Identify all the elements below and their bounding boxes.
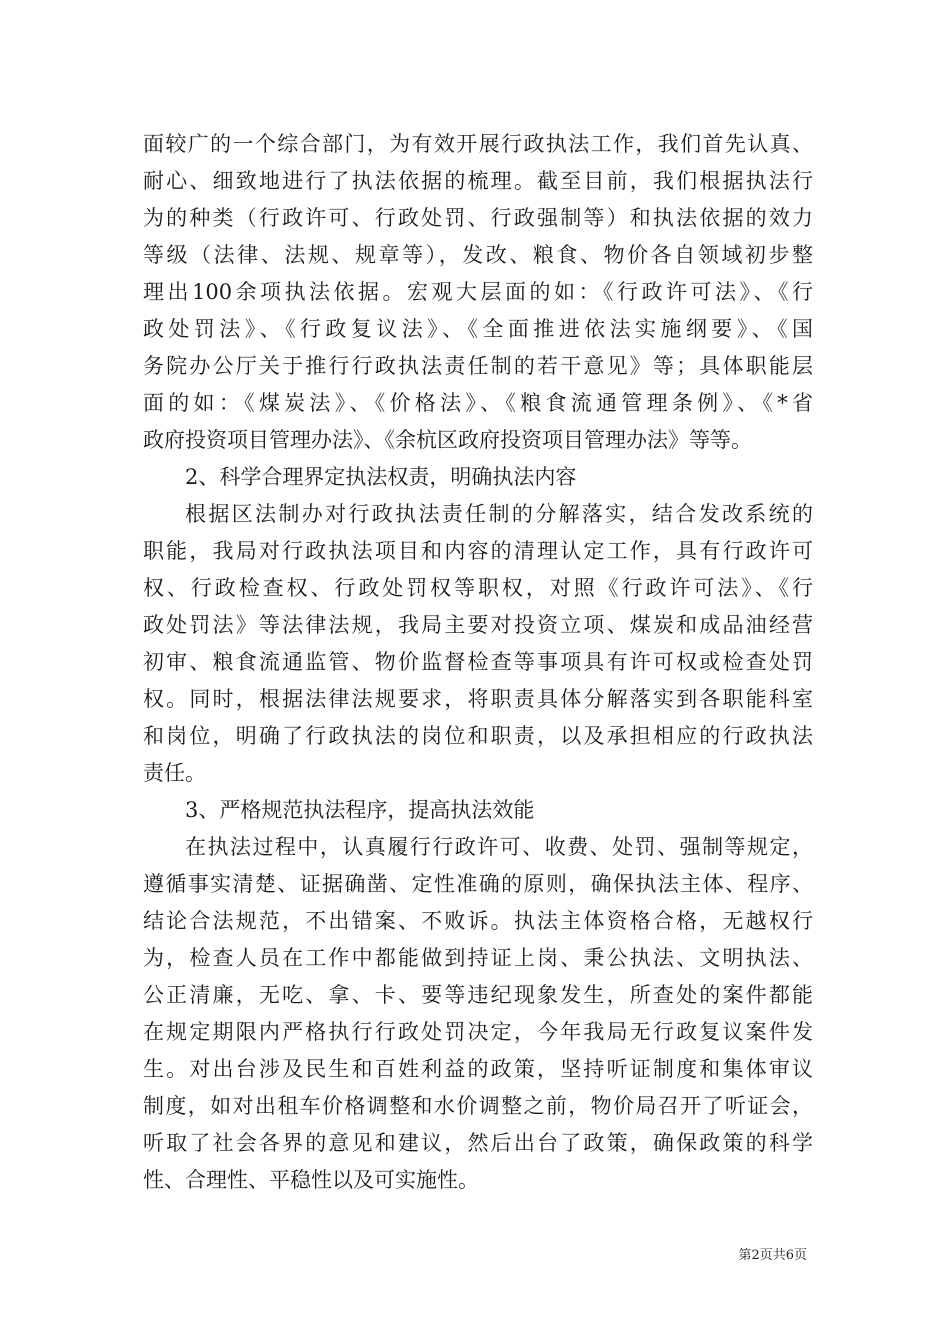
body-text-line: 理出100余项执法依据。宏观大层面的如：《行政许可法》、《行 xyxy=(143,280,813,304)
body-text-line: 政处罚法》等法律法规，我局主要对投资立项、煤炭和成品油经营 xyxy=(143,613,813,637)
body-text-line: 和岗位，明确了行政执法的岗位和职责，以及承担相应的行政执法 xyxy=(143,724,813,748)
body-text-line: 职能，我局对行政执法项目和内容的清理认定工作，具有行政许可 xyxy=(143,539,813,563)
body-text-line: 权。同时，根据法律法规要求，将职责具体分解落实到各职能科室 xyxy=(143,687,813,711)
body-text-line: 等级（法律、法规、规章等），发改、粮食、物价各自领域初步整 xyxy=(143,243,813,267)
body-text-line: 听取了社会各界的意见和建议，然后出台了政策，确保政策的科学 xyxy=(143,1131,813,1155)
body-text-line: 权、行政检查权、行政处罚权等职权，对照《行政许可法》、《行 xyxy=(143,576,813,600)
body-text-line: 遵循事实清楚、证据确凿、定性准确的原则，确保执法主体、程序、 xyxy=(143,872,813,896)
body-text-line: 责任。 xyxy=(143,761,206,785)
body-text-line: 为，检查人员在工作中都能做到持证上岗、秉公执法、文明执法、 xyxy=(143,946,813,970)
body-text-line: 结论合法规范，不出错案、不败诉。执法主体资格合格，无越权行 xyxy=(143,909,813,933)
body-text-line: 政府投资项目管理办法》、《余杭区政府投资项目管理办法》等等。 xyxy=(143,428,752,452)
page-number: 第2页共6页 xyxy=(738,1248,807,1263)
section-heading: 2、科学合理界定执法权责，明确执法内容 xyxy=(185,465,577,489)
body-text-line: 在执法过程中，认真履行行政许可、收费、处罚、强制等规定， xyxy=(185,835,813,859)
body-text-line: 在规定期限内严格执行行政处罚决定，今年我局无行政复议案件发 xyxy=(143,1020,813,1044)
body-text-line: 初审、粮食流通监管、物价监督检查等事项具有许可权或检查处罚 xyxy=(143,650,813,674)
body-text-line: 为的种类（行政许可、行政处罚、行政强制等）和执法依据的效力 xyxy=(143,206,813,230)
body-text-line: 面的如：《煤炭法》、《价格法》、《粮食流通管理条例》、《*省 xyxy=(143,391,813,415)
body-text-line: 公正清廉，无吃、拿、卡、要等违纪现象发生，所查处的案件都能 xyxy=(143,983,813,1007)
body-text-line: 耐心、细致地进行了执法依据的梳理。截至目前，我们根据执法行 xyxy=(143,169,813,193)
body-text-line: 制度，如对出租车价格调整和水价调整之前，物价局召开了听证会， xyxy=(143,1094,813,1118)
body-text-line: 面较广的一个综合部门，为有效开展行政执法工作，我们首先认真、 xyxy=(143,132,813,156)
section-heading: 3、严格规范执法程序，提高执法效能 xyxy=(185,798,535,822)
body-text-line: 根据区法制办对行政执法责任制的分解落实，结合发改系统的 xyxy=(185,502,813,526)
body-text-line: 性、合理性、平稳性以及可实施性。 xyxy=(143,1168,479,1192)
body-text-line: 生。对出台涉及民生和百姓利益的政策，坚持听证制度和集体审议 xyxy=(143,1057,813,1081)
body-text-line: 务院办公厅关于推行行政执法责任制的若干意见》等；具体职能层 xyxy=(143,354,813,378)
body-text-line: 政处罚法》、《行政复议法》、《全面推进依法实施纲要》、《国 xyxy=(143,317,813,341)
